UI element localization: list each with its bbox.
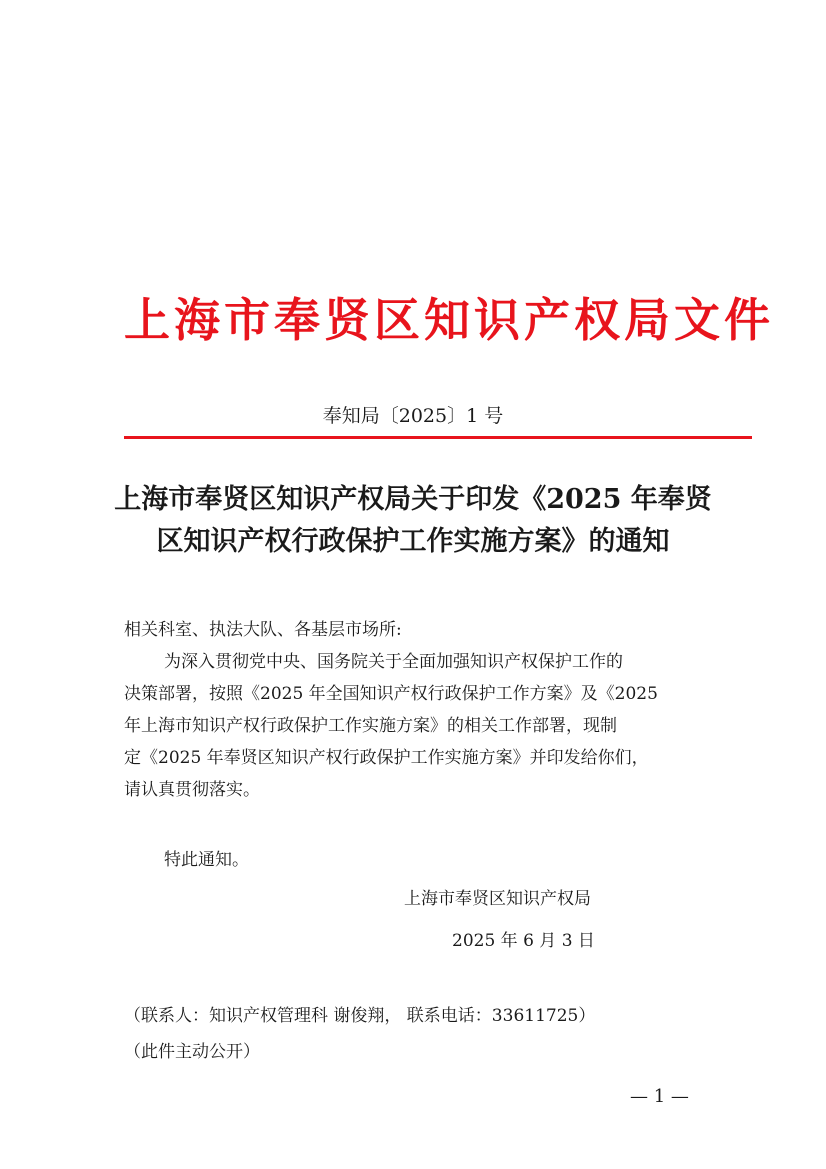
paragraph-line: 定《2025 年奉贤区知识产权行政保护工作实施方案》并印发给你们， [124, 748, 649, 768]
notice-title-line-2: 区知识产权行政保护工作实施方案》的通知 [156, 526, 670, 557]
paragraph-line: 请认真贯彻落实。 [124, 780, 260, 800]
body-paragraph [124, 646, 704, 806]
signature-org: 上海市奉贤区知识产权局 [404, 889, 591, 909]
disclosure-note: （此件主动公开） [124, 1042, 260, 1062]
salutation: 相关科室、执法大队、各基层市场所: [124, 620, 402, 640]
agency-header-title: 上海市奉贤区知识产权局文件 [124, 293, 774, 347]
contact-info: （联系人：知识产权管理科 谢俊翔， 联系电话：33611725） [124, 1006, 596, 1026]
paragraph-line: 决策部署，按照《2025 年全国知识产权行政保护工作方案》及《2025 [124, 684, 658, 704]
paragraph-line: 为深入贯彻党中央、国务院关于全面加强知识产权保护工作的 [164, 652, 623, 672]
notice-title [0, 479, 826, 563]
red-divider [124, 436, 752, 439]
document-number: 奉知局〔2025〕1 号 [322, 405, 504, 427]
page-number: — 1 — [630, 1086, 689, 1107]
notice-title-line-1: 上海市奉贤区知识产权局关于印发《2025 年奉贤 [114, 484, 712, 515]
paragraph-line: 年上海市知识产权行政保护工作实施方案》的相关工作部署，现制 [124, 716, 617, 736]
signature-date: 2025 年 6 月 3 日 [452, 931, 595, 951]
closing-line: 特此通知。 [164, 850, 249, 870]
